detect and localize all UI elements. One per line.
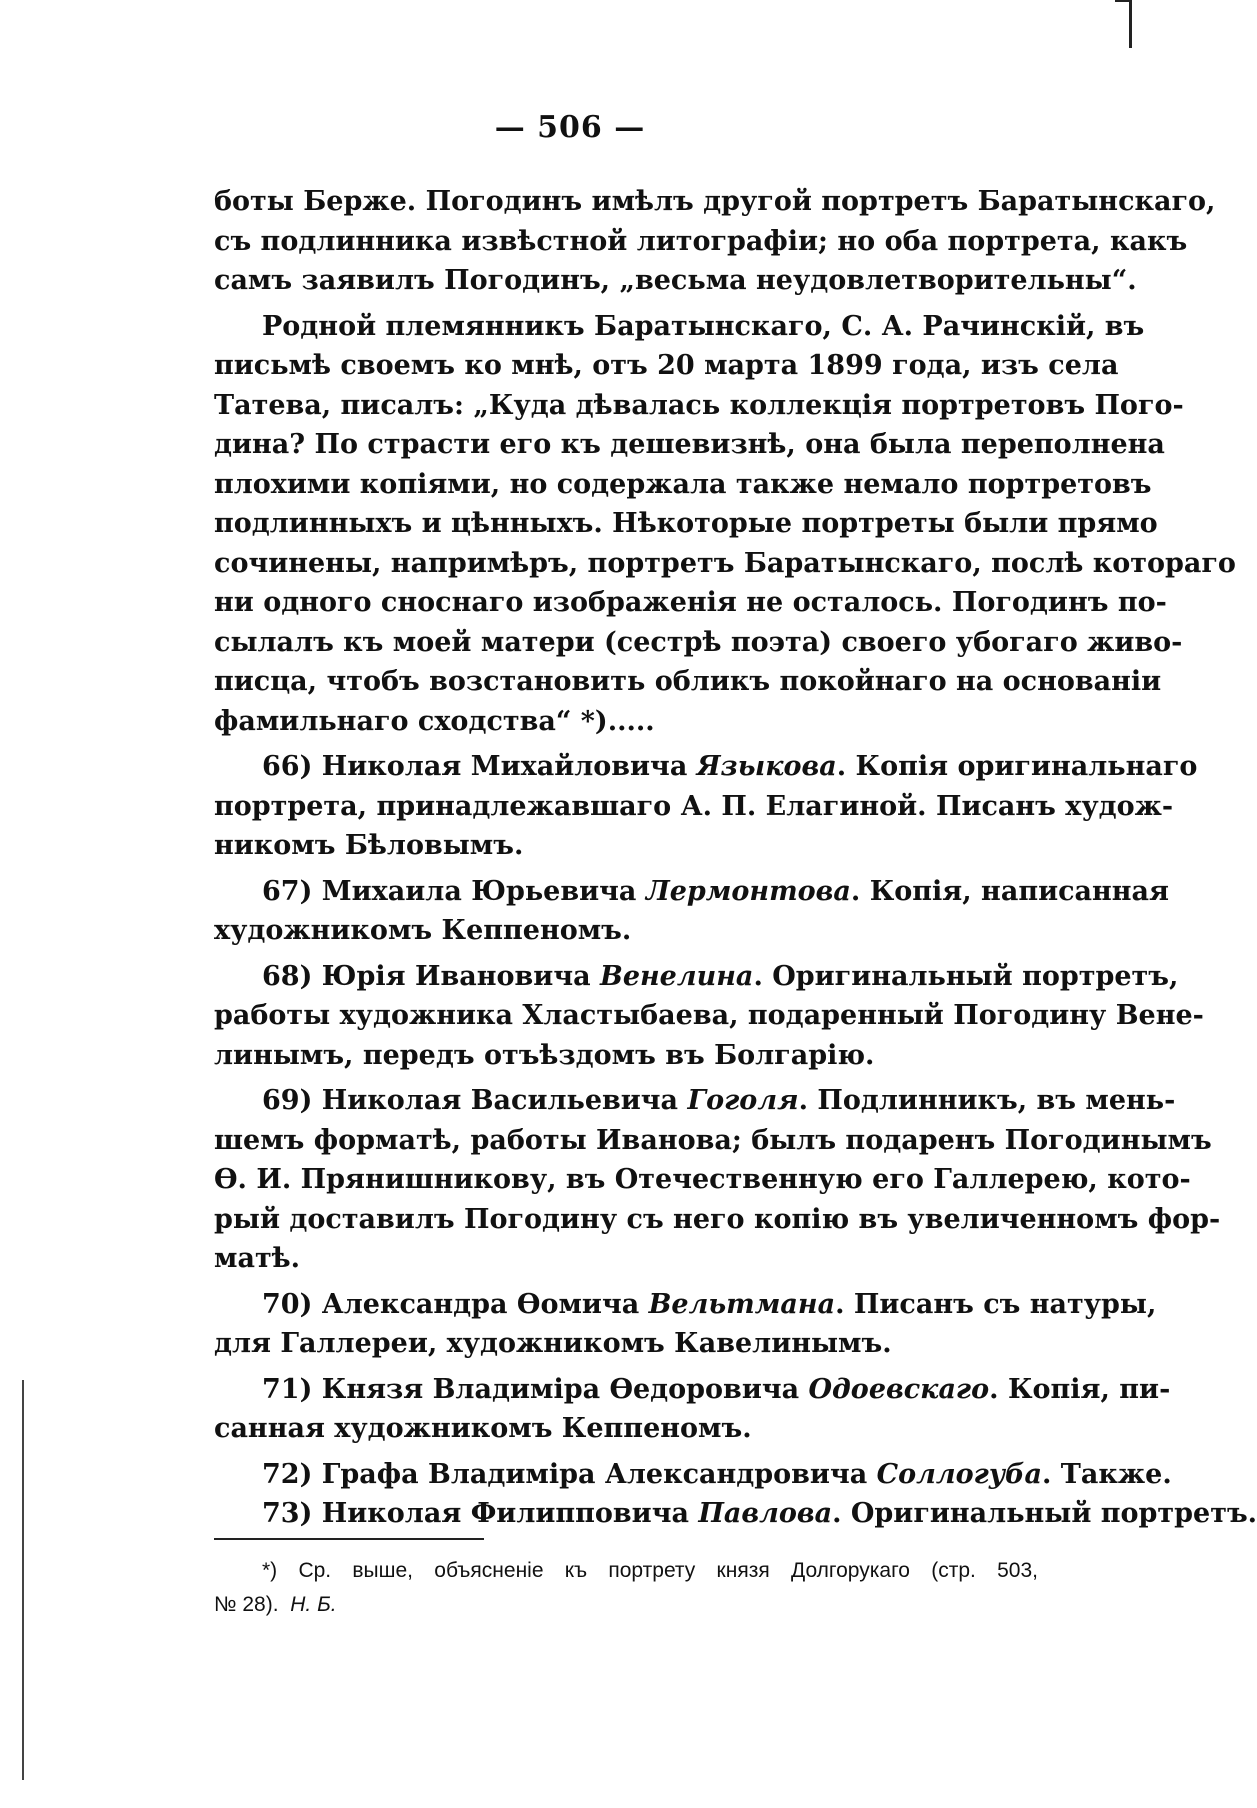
entry-number: 73) (262, 1498, 313, 1529)
text-line: линымъ, передъ отъѣздомъ въ Болгарію. (214, 1039, 875, 1071)
footnote-signature: Н. Б. (290, 1593, 337, 1616)
entry-first-line: 67) Михаила Юрьевича Лермонтова. Копія, написанная (262, 875, 1170, 907)
entry-first-line: 69) Николая Васильевича Гоголя. Подлинникъ, въ мень- (262, 1085, 1176, 1116)
text-line: боты Берже. Погодинъ имѣлъ другой портретъ Баратынскаго, (214, 186, 1216, 217)
scan-corner-mark (1115, 0, 1132, 48)
entry-73 (214, 1494, 1257, 1534)
portrait-subject: Гоголя (687, 1085, 799, 1116)
portrait-subject: Соллогуба (876, 1458, 1042, 1490)
entry-number: 70) (262, 1288, 313, 1320)
entry-first-line: 73) Николая Филипповича Павлова. Оригинальный портретъ. (262, 1498, 1257, 1529)
page-number: — 506 — (494, 110, 646, 145)
text-line: сылалъ къ моей матери (сестрѣ поэта) своего убогаго живо- (214, 626, 1183, 658)
entry-71 (214, 1370, 1171, 1449)
entry-first-line: 70) Александра Ѳомича Вельтмана. Писанъ съ натуры, (262, 1288, 1157, 1320)
entry-first-line: 66) Николая Михайловича Языкова. Копія оригинальнаго (262, 751, 1198, 782)
text-line: Ѳ. И. Прянишникову, въ Отечественную его Галлерею, кото- (214, 1164, 1191, 1195)
footnote-rule (214, 1538, 484, 1540)
portrait-subject: Языкова (696, 751, 837, 782)
text-line: плохими копіями, но содержала также немало портретовъ (214, 468, 1152, 500)
text-line: рый доставилъ Погодину съ него копію въ увеличенномъ фор- (214, 1203, 1221, 1235)
entry-72 (214, 1455, 1172, 1495)
portrait-subject: Одоевскаго (808, 1373, 990, 1405)
text-line: для Галлереи, художникомъ Кавелинымъ. (214, 1328, 892, 1359)
portrait-subject: Вельтмана (648, 1288, 836, 1320)
scan-edge-line (22, 1380, 24, 1780)
portrait-subject: Венелина (600, 960, 754, 992)
paragraph-continuation (214, 182, 1216, 301)
entry-number: 71) (262, 1373, 313, 1405)
entry-67 (214, 872, 1170, 951)
entry-number: 68) (262, 960, 313, 992)
entry-70 (214, 1285, 1157, 1364)
text-line: писца, чтобъ возстановить обликъ покойнаго на основаніи (214, 666, 1162, 697)
text-line: письмѣ своемъ ко мнѣ, отъ 20 марта 1899 года, изъ села (214, 350, 1119, 381)
entry-first-line: 71) Князя Владиміра Ѳедоровича Одоевскаго. Копія, пи- (262, 1373, 1171, 1405)
entry-66 (214, 747, 1198, 866)
text-line: подлинныхъ и цѣнныхъ. Нѣкоторые портреты были прямо (214, 508, 1158, 539)
entry-69 (214, 1081, 1221, 1279)
text-line: ни одного сноснаго изображенія не осталось. Погодинъ по- (214, 587, 1167, 618)
text-line: матѣ. (214, 1243, 301, 1274)
portrait-subject: Павлова (698, 1498, 833, 1529)
entry-number: 67) (262, 875, 313, 907)
text-line: работы художника Хластыбаева, подаренный Погодину Вене- (214, 1000, 1204, 1031)
entry-first-line: 72) Графа Владиміра Александровича Соллогуба. Также. (262, 1458, 1172, 1490)
text-line: шемъ форматѣ, работы Иванова; былъ подаренъ Погодинымъ (214, 1124, 1212, 1156)
body-text (214, 182, 1257, 1534)
text-line: Родной племянникъ Баратынскаго, С. А. Рачинскій, въ (262, 310, 1145, 342)
entry-number: 66) (262, 751, 313, 782)
text-line: никомъ Бѣловымъ. (214, 830, 524, 861)
text-line: самъ заявилъ Погодинъ, „весьма неудовлетворительны“. (214, 265, 1137, 296)
paragraph-rachinsky-letter (214, 307, 1236, 742)
entry-68 (214, 957, 1204, 1076)
text-line: фамильнаго сходства“ *)..... (214, 705, 655, 737)
entry-number: 69) (262, 1085, 313, 1116)
portrait-subject: Лермонтова (645, 875, 851, 907)
text-line: художникомъ Кеппеномъ. (214, 915, 632, 946)
text-line: съ подлинника извѣстной литографіи; но оба портрета, какъ (214, 225, 1188, 257)
text-line: сочинены, напримѣръ, портретъ Баратынскаго, послѣ котораго (214, 547, 1236, 579)
text-line: санная художникомъ Кеппеномъ. (214, 1413, 752, 1444)
footnote-line: *) Ср. выше, объясненіе къ портрету князя Долгорукаго (стр. 503, (262, 1559, 1038, 1582)
entry-number: 72) (262, 1458, 313, 1490)
footnote-line: № 28). Н. Б. (214, 1593, 337, 1616)
footnote (214, 1554, 1038, 1622)
entry-first-line: 68) Юрія Ивановича Венелина. Оригинальный портретъ, (262, 960, 1179, 992)
text-line: дина? По страсти его къ дешевизнѣ, она была переполнена (214, 429, 1165, 460)
text-line: Татева, писалъ: „Куда дѣвалась коллекція портретовъ Пого- (214, 389, 1184, 421)
text-line: портрета, принадлежавшаго А. П. Елагиной. Писанъ худож- (214, 790, 1174, 822)
